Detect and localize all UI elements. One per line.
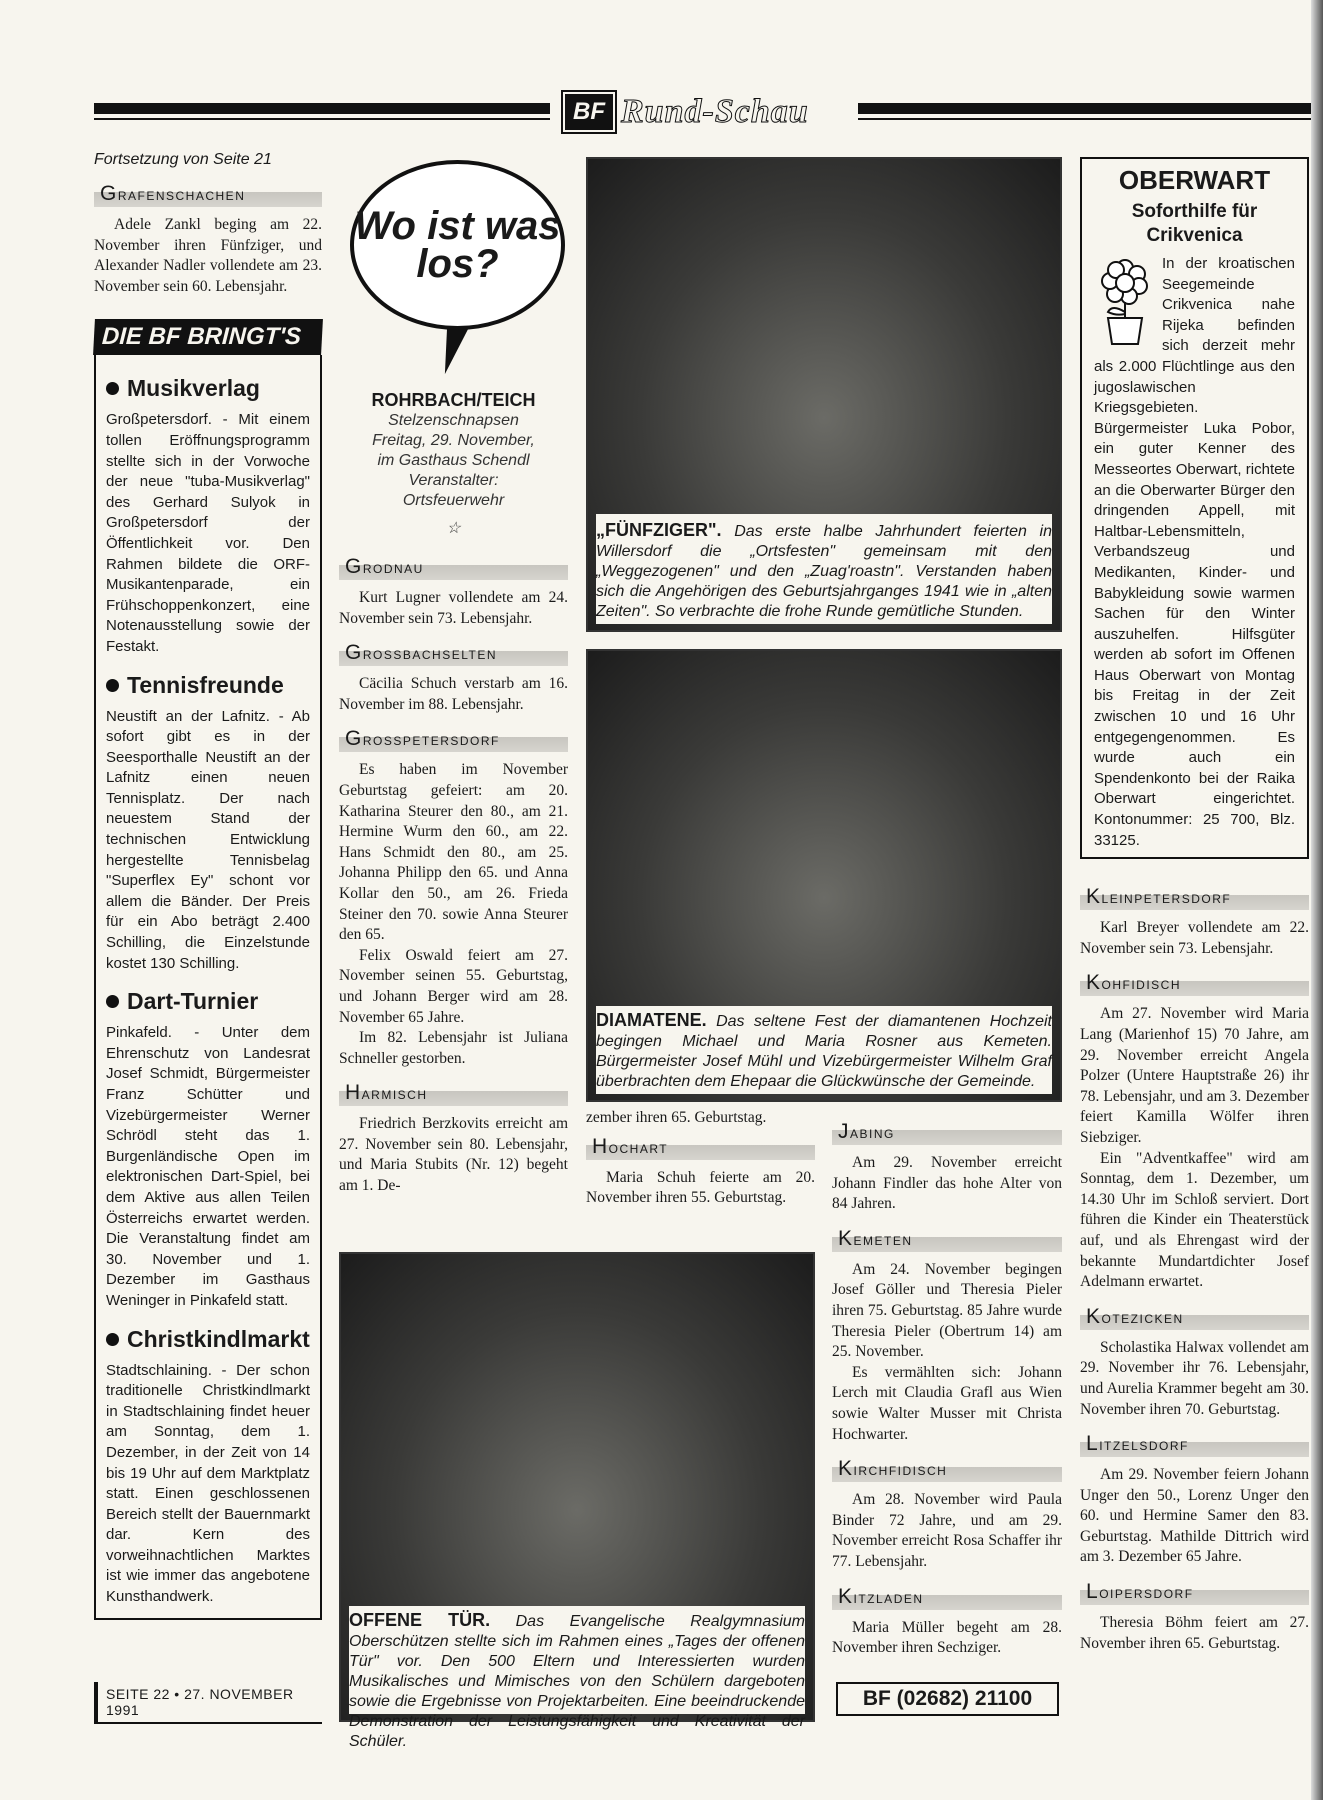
article-text: Es vermählten sich: Johann Lerch mit Claudia Grafl aus Wien sowie Walter Musser mit Christa Hochwarter.	[832, 1363, 1062, 1443]
section-logo	[565, 92, 850, 132]
flower-pot-icon	[1094, 256, 1156, 346]
heading-kleinpetersdorf: Kleinpetersdorf	[1080, 883, 1309, 910]
item-title: Musikverlag	[106, 375, 310, 402]
bullet-icon	[106, 995, 119, 1008]
heading-kirchfidisch: Kirchfidisch	[832, 1455, 1062, 1482]
page-binding-shadow	[1311, 0, 1323, 1800]
photo-caption: OFFENE TÜR. Das Evangelische Realgymnasium Oberschützen stellte sich im Rahmen eines „Tages der offenen Tür" vor. Den 500 Eltern und Interessierten wurden Musikalisches und Mimisches von den Schülern dargeboten sowie die Ergebnisse von Projektarbeiten. Eine beeindruckende Demonstration der Leistungsfähigkeit und Kreativität der Schüler.	[349, 1606, 805, 1714]
item-text: Großpetersdorf. - Mit einem tollen Eröffnungsprogramm stellte sich in der Vorwoche der neue "tuba-Musikverlag" des Gerhard Sulyok in Großpetersdorf der Öffentlichkeit vor. Den Rahmen bildete die ORF-Musikantenparade, ein Frühschoppenkonzert, eine Notenausstellung sowie der Festakt.	[106, 411, 310, 655]
speech-bubble: Wo ist was los?	[350, 160, 565, 330]
heading-kitzladen: Kitzladen	[832, 1583, 1062, 1610]
event-info: Stelzenschnapsen Freitag, 29. November, im Gasthaus Schendl Veranstalter: Ortsfeuerwehr ☆	[339, 411, 568, 543]
header-rule-right-thin	[858, 118, 1323, 120]
continued-note: Fortsetzung von Seite 21	[94, 151, 272, 168]
article-text: Im 82. Lebensjahr ist Juliana Schneller gestorben.	[339, 1029, 568, 1067]
heading-kohfidisch: Kohfidisch	[1080, 969, 1309, 996]
photo-caption: „FÜNFZIGER". Das erste halbe Jahrhundert feierten in Willersdorf die „Ortsfesten" gemeinsam mit den „Weggezogenen" und den „Zuag'roastn". Verstanden haben sich die Angehörigen des Geburtsjahrganges 1941 wie in „alten Zeiten". So verbrachte die frohe Runde gemütliche Stunden.	[596, 514, 1052, 624]
page-footer: SEITE 22 • 27. NOVEMBER 1991	[94, 1682, 322, 1724]
item-text: Stadtschlaining. - Der schon traditionelle Christkindlmarkt in Stadtschlaining findet heuer am Sonntag, dem 1. Dezember, in der Zeit von 14 bis 19 Uhr auf dem Marktplatz statt. Einen geschlossenen Bereich stellt der Bauernmarkt dar. Kern des vorweihnachtlichen Marktes ist wie immer das angebotene Kunsthandwerk.	[106, 1361, 310, 1606]
star-icon: ☆	[446, 520, 461, 537]
article-text: Friedrich Berzkovits erreicht am 27. November sein 80. Lebensjahr, und Maria Stubits (Nr. 12) begeht am 1. De-	[339, 1115, 568, 1195]
article-text: Theresia Böhm feiert am 27. November ihren 65. Geburtstag.	[1080, 1614, 1309, 1652]
item-text: Pinkafeld. - Unter dem Ehrenschutz von Landesrat Josef Schmidt, Bürgermeister Franz Schütter und Vizebürgermeister Werner Schrödl steht das 1. Burgenländische Open im elektronischen Dart-Spiel, bei dem Aktive aus allen Teilen Österreichs erwartet werden. Die Veranstaltung findet am 30. November und 1. Dezember im Gasthaus Weninger in Pinkafeld statt.	[106, 1024, 310, 1309]
heading-rohrbach: ROHRBACH/TEICH	[371, 390, 536, 410]
article-text: Am 29. November feiern Johann Unger den 50., Lorenz Unger den 60. und Hermine Samer den 83. Geburtstag. Mathilde Dittrich wird am 3. Dezember 65 Jahre.	[1080, 1466, 1309, 1566]
column-4-articles	[1080, 873, 1309, 1654]
article-text: Am 29. November erreicht Johann Findler das hohe Alter von 84 Jahren.	[832, 1154, 1062, 1213]
column-4	[1080, 157, 1309, 1654]
logo-title: Rund-Schau	[621, 93, 809, 130]
article-text: zember ihren 65. Geburtstag.	[586, 1109, 767, 1126]
heading-kotezicken: Kotezicken	[1080, 1303, 1309, 1330]
article-text: Scholastika Halwax vollendet am 29. November ihr 76. Lebensjahr, und Aurelia Krammer begeht am 30. November ihren 70. Geburtstag.	[1080, 1338, 1309, 1418]
article-text: Es haben im November Geburtstag gefeiert: am 20. Katharina Steurer den 80., am 21. Hermine Wurm den 60., am 22. Hans Schmidt den 80., am 25. Johanna Philipp den 65. und Anna Kollar den 50., am 26. Frieda Steiner den 70. sowie Anna Steurer den 65.	[339, 761, 568, 944]
item-title: Tennisfreunde	[106, 672, 310, 699]
article-text: Cäcilia Schuch verstarb am 16. November im 88. Lebensjahr.	[339, 675, 568, 713]
heading-grafenschachen: Grafenschachen	[94, 180, 322, 207]
article-text: Maria Schuh feierte am 20. November ihren 55. Geburtstag.	[586, 1168, 815, 1207]
article-text: Am 27. November wird Maria Lang (Marienhof 15) 70 Jahre, am 29. November erreicht Angela Polzer (Untere Hauptstraße 26) ihr 78. Lebensjahr, und am 3. Dezember feiert Kamilla Wölfer ihren Siebziger.	[1080, 1005, 1309, 1146]
phone-number-box: BF (02682) 21100	[836, 1682, 1059, 1716]
logo-bf: BF	[565, 94, 613, 130]
heading-jabing: Jabing	[832, 1118, 1062, 1145]
bf-bringts-box	[94, 355, 322, 1619]
header-rule-left-thin	[94, 118, 550, 120]
bf-bringts-title: DIE BF BRINGT'S	[93, 319, 323, 355]
article-text: Maria Müller begeht am 28. November ihren Sechziger.	[832, 1618, 1062, 1657]
header-rule-left	[94, 103, 550, 114]
article-text: Am 28. November wird Paula Binder 72 Jahre, und am 29. November erreicht Rosa Schaffer ihr 77. Lebensjahr.	[832, 1491, 1062, 1570]
heading-hochart: Hochart	[586, 1133, 815, 1160]
photo-caption: DIAMATENE. Das seltene Fest der diamantenen Hochzeit begingen Michael und Maria Rosner aus Kemeten. Bürgermeister Josef Mühl und Vizebürgermeister Wilhelm Graf überbrachten dem Ehepaar die Glückwünsche der Gemeinde.	[596, 1006, 1052, 1094]
bullet-icon	[106, 382, 119, 395]
article-text: Felix Oswald feiert am 27. November seinen 55. Geburtstag, und Johann Berger wird am 28. November 65 Jahre.	[339, 946, 568, 1026]
heading-grodnau: Grodnau	[339, 553, 568, 580]
column-3a	[586, 1108, 815, 1209]
bullet-icon	[106, 679, 119, 692]
heading-grossbachselten: Grossbachselten	[339, 639, 568, 666]
photo-diamantene	[586, 649, 1062, 1102]
bullet-icon	[106, 1333, 119, 1346]
oberwart-subtitle: Soforthilfe für Crikvenica	[1131, 201, 1258, 246]
article-text: Kurt Lugner vollendete am 24. November sein 73. Lebensjahr.	[339, 589, 568, 627]
photo-offene-tuer	[339, 1252, 815, 1750]
column-2	[339, 390, 568, 1197]
item-title: Dart-Turnier	[106, 988, 310, 1015]
header-rule-right	[858, 103, 1323, 114]
column-1	[94, 150, 322, 1620]
column-3b	[832, 1108, 1062, 1659]
heading-kemeten: Kemeten	[832, 1225, 1062, 1252]
photo-fuenfziger	[586, 157, 1062, 632]
article-text: Karl Breyer vollendete am 22. November sein 73. Lebensjahr.	[1080, 919, 1309, 957]
heading-harmisch: Harmisch	[339, 1079, 568, 1106]
heading-loipersdorf: Loipersdorf	[1080, 1578, 1309, 1605]
heading-litzelsdorf: Litzelsdorf	[1080, 1430, 1309, 1457]
item-text: Neustift an der Lafnitz. - Ab sofort gibt es in der Seesporthalle Neustift an der Lafnitz einen neuen Tennisplatz. Der nach neuestem Stand der technischen Entwicklung hergestellte Tennisbelag "Superflex Ey" schont vor allem die Bänder. Der Preis für ein Abo beträgt 2.400 Schilling, die Einzelstunde kostet 130 Schilling.	[106, 707, 310, 972]
heading-grosspetersdorf: Grosspetersdorf	[339, 725, 568, 752]
article-text: Adele Zankl beging am 22. November ihren Fünfziger, und Alexander Nadler vollendete am 23. November sein 60. Lebensjahr.	[94, 216, 322, 295]
item-title: Christkindlmarkt	[106, 1326, 310, 1353]
oberwart-box	[1080, 157, 1309, 859]
article-text: Ein "Adventkaffee" wird am Sonntag, dem 1. Dezember, um 14.30 Uhr im Schloß serviert. Dort führen die Kinder ein Theaterstück auf, und als Ehrengast wird der bekannte Mundartdichter Josef Adelmann erwartet.	[1080, 1149, 1309, 1291]
oberwart-title: OBERWART	[1118, 165, 1271, 195]
oberwart-text: In der kroatischen Seegemeinde Crikvenica nahe Rijeka befinden sich derzeit mehr als 2.000 Flüchtlinge aus den jugoslawischen Kriegsgebieten. Bürgermeister Luka Pobor, ein guter Kenner des Messeortes Oberwart, richtete an die Oberwarter Bürger den dringenden Appell, mit Haltbar-Lebensmitteln, Verbandszeug und Medikanten, Kinder- und Babykleidung sowie warmen Sachen für den Winter auszuhelfen. Hilfsgüter werden ab sofort im Offenen Haus Oberwart von Montag bis Freitag in der Zeit zwischen 10 und 16 Uhr entgegengenommen. Es wurde auch ein Spendenkonto bei der Raika Oberwart eingerichtet. Kontonummer: 25 700, Blz. 33125.	[1094, 255, 1295, 849]
article-text: Am 24. November begingen Josef Göller und Theresia Pieler ihren 75. Geburtstag. 85 Jahre wurde Theresia Pieler (Obertrum 14) am 25. November.	[832, 1260, 1062, 1361]
